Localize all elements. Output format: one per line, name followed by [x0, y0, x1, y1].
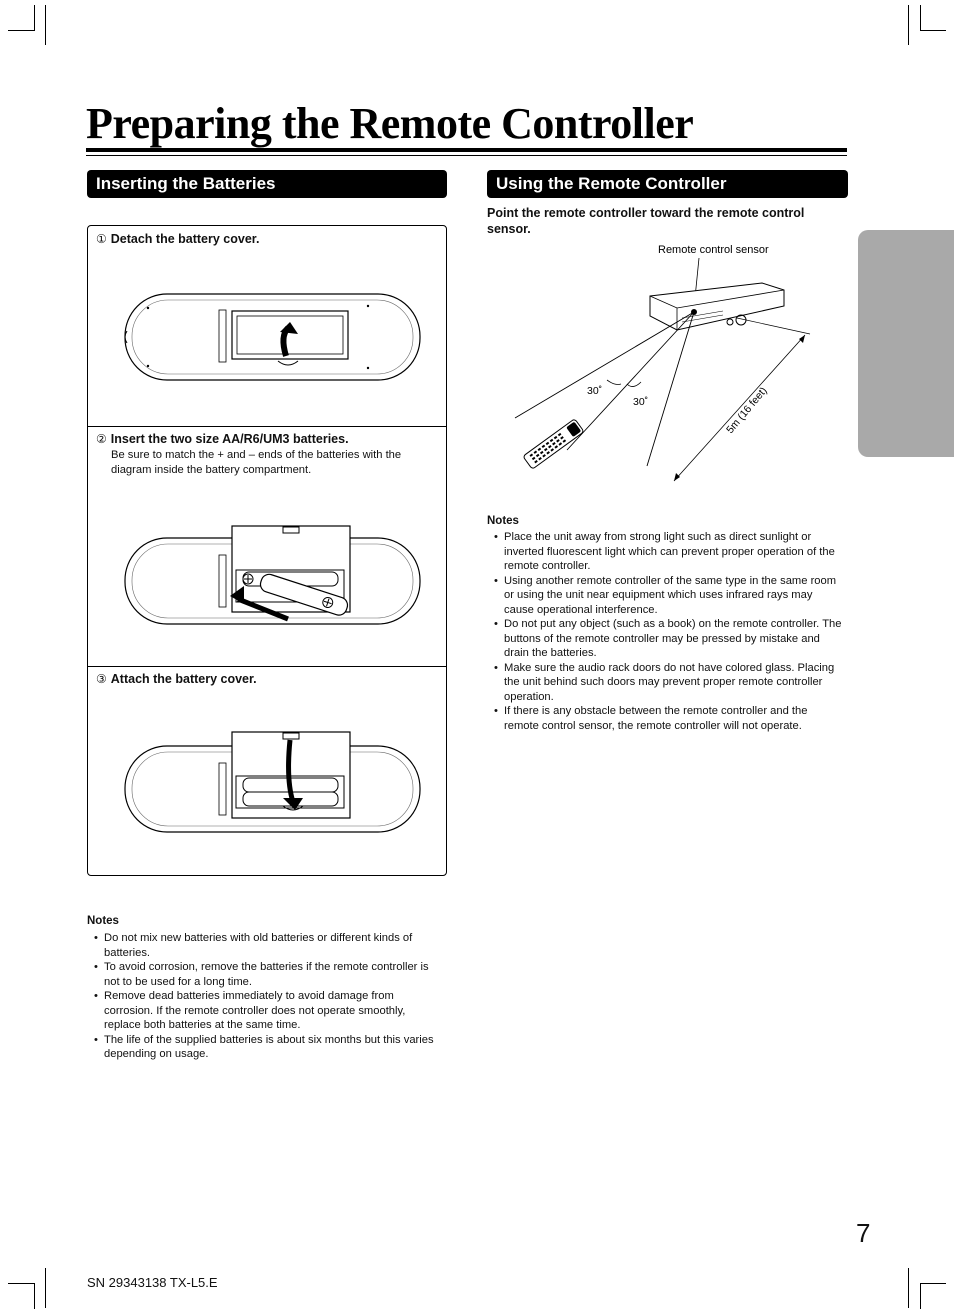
step-1-title	[96, 232, 259, 246]
step-2-number: ②	[96, 432, 107, 446]
page-title: Preparing the Remote Controller	[86, 99, 694, 148]
step-3-title	[96, 672, 257, 686]
remote-controller-illustration	[523, 419, 584, 470]
remote-note-item: • Make sure the audio rack doors do not have colored glass. Placing the unit behind such doors may prevent proper remote controller operation.	[488, 661, 844, 705]
battery-note-item: • The life of the supplied batteries is about six months but this varies depending on usage.	[88, 1033, 440, 1062]
remote-insert-batteries-illustration	[118, 522, 428, 632]
title-rule-thin	[86, 155, 847, 156]
step-3-label: Attach the battery cover.	[110, 672, 257, 686]
remote-note-item: • If there is any obstacle between the remote controller and the remote control sensor, the remote controller will not operate.	[488, 704, 844, 733]
battery-note-item: • Do not mix new batteries with old batteries or different kinds of batteries.	[88, 931, 440, 960]
remote-note-item: • Using another remote controller of the same type in the same room or using the unit near equipment which uses infrared rays may cause operational interference.	[488, 574, 844, 618]
battery-notes-heading: Notes	[87, 915, 119, 927]
step-1-label: Detach the battery cover.	[110, 232, 260, 246]
angle-right-label: 30˚	[633, 396, 649, 408]
sensor-label: Remote control sensor	[658, 244, 769, 256]
remote-attach-cover-illustration	[118, 726, 428, 836]
remote-open-cover-illustration	[118, 286, 428, 386]
distance-label: 5m (16 feet)	[724, 384, 770, 436]
title-rule	[86, 148, 847, 152]
section-heading-batteries: Inserting the Batteries	[87, 170, 447, 198]
step-divider-1	[88, 426, 446, 427]
remote-notes-heading: Notes	[487, 515, 519, 527]
remote-note-item: • Place the unit away from strong light such as direct sunlight or inverted fluorescent light which can prevent proper operation of the remote controller.	[488, 530, 844, 574]
battery-note-item: • To avoid corrosion, remove the batteries if the remote controller is not to be used for a long time.	[88, 960, 440, 989]
receiver-unit-illustration	[650, 283, 784, 330]
battery-note-item: • Remove dead batteries immediately to avoid damage from corrosion. If the remote controller does not operate smoothly, replace both batteries at the same time.	[88, 989, 440, 1033]
step-3-number: ③	[96, 672, 107, 686]
section-heading-using-remote: Using the Remote Controller	[487, 170, 848, 198]
remote-range-diagram	[487, 238, 847, 498]
side-tab	[858, 230, 954, 457]
step-1-number: ①	[96, 232, 107, 246]
step-2-title	[96, 432, 349, 446]
step-divider-2	[88, 666, 446, 667]
battery-steps-box	[87, 225, 447, 876]
remote-notes-list	[488, 530, 844, 733]
remote-note-item: • Do not put any object (such as a book) on the remote controller. The buttons of the remote controller may be pressed by mistake and drain the batteries.	[488, 617, 844, 661]
remote-pointing-instruction: Point the remote controller toward the remote control sensor.	[487, 206, 805, 236]
battery-notes-list	[88, 931, 440, 1062]
page-number: 7	[856, 1218, 871, 1248]
footer-code: SN 29343138 TX-L5.E	[87, 1275, 218, 1290]
angle-left-label: 30˚	[587, 385, 603, 397]
step-2-description: Be sure to match the + and – ends of the batteries with the diagram inside the battery compartment.	[111, 449, 402, 476]
step-2-label: Insert the two size AA/R6/UM3 batteries.	[110, 432, 349, 446]
